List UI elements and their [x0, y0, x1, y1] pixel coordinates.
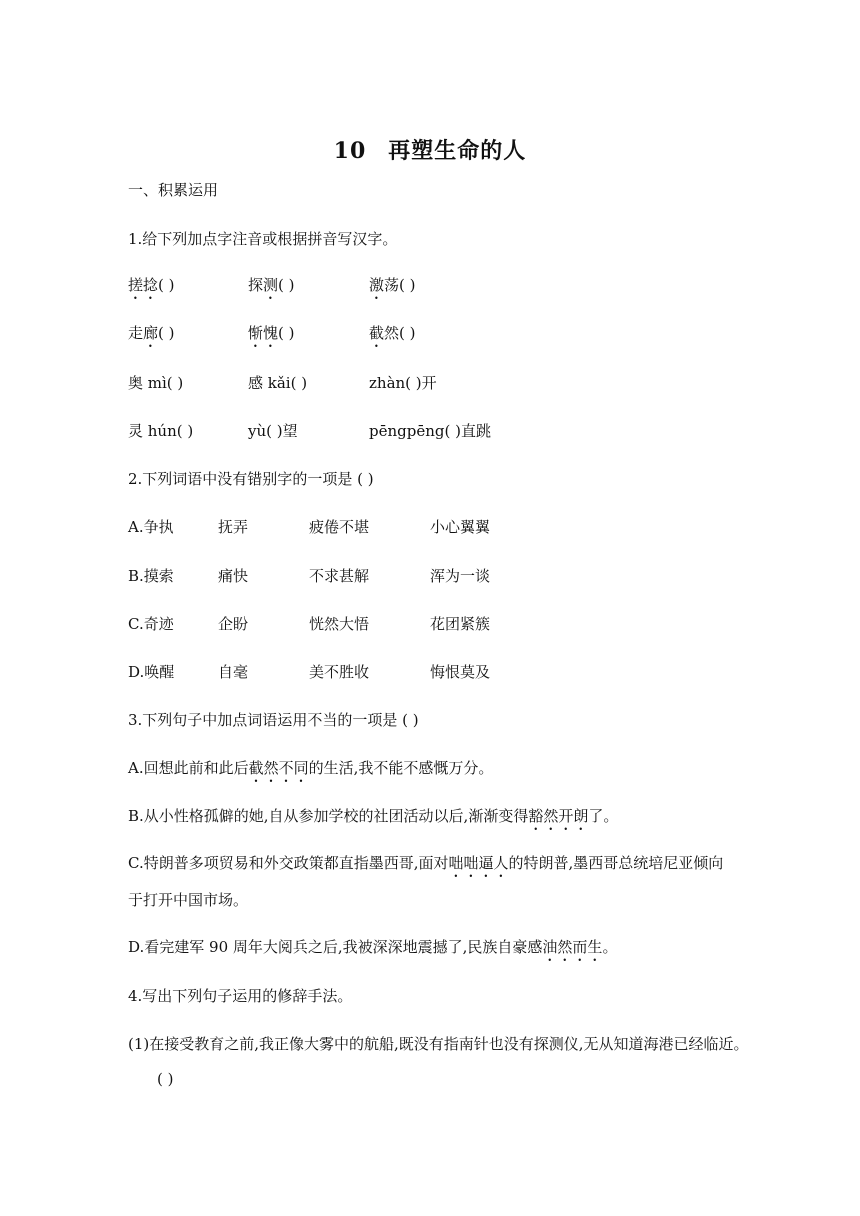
lesson-number: 10	[333, 138, 367, 164]
sentence-text: 。	[602, 938, 618, 956]
answer-blank: ( )	[158, 276, 175, 294]
answer-blank: ( )	[158, 324, 175, 342]
option-word: 抚弄	[218, 518, 249, 536]
dotted-phrase: 油然而生	[542, 938, 603, 956]
q1-item	[369, 275, 416, 303]
option-word: 美不胜收	[309, 663, 370, 681]
section-heading: 一、积累运用	[128, 181, 219, 199]
page-title	[0, 134, 860, 165]
dotted-char: 激	[369, 276, 385, 294]
q3-option-c	[128, 853, 723, 881]
option-word: 自毫	[218, 663, 249, 681]
q4-stem: 4.写出下列句子运用的修辞手法。	[128, 987, 353, 1005]
lesson-title: 再塑生命的人	[388, 138, 527, 164]
sentence-text: B.从小性格孤僻的她,自从参加学校的社团活动以后,渐渐变得	[128, 807, 529, 825]
answer-blank: ( )	[157, 1070, 174, 1088]
answer-blank: 荡( )	[384, 276, 416, 294]
answer-blank: ( )	[278, 276, 295, 294]
q1-item: 灵 hún( )	[128, 422, 194, 440]
q1-stem: 1.给下列加点字注音或根据拼音写汉字。	[128, 230, 398, 248]
q1-item	[248, 323, 295, 351]
q1-item	[128, 275, 175, 303]
q1-item: yù( )望	[248, 422, 298, 440]
option-label: C.奇迹	[128, 615, 174, 633]
sentence-text: C.特朗普多项贸易和外交政策都直指墨西哥,面对	[128, 854, 449, 872]
option-word: 企盼	[218, 615, 249, 633]
answer-blank: 然( )	[384, 324, 416, 342]
option-word: 悔恨莫及	[430, 663, 491, 681]
sentence-text: 的生活,我不能不感慨万分。	[308, 759, 494, 777]
answer-blank: ( )	[278, 324, 295, 342]
q1-item: zhàn( )开	[369, 374, 437, 392]
dotted-char: 测	[263, 276, 279, 294]
dotted-phrase: 豁然开朗	[528, 807, 589, 825]
option-label: D.唤醒	[128, 663, 175, 681]
dotted-char: 惭	[248, 324, 264, 342]
q1-item: pēngpēng( )直跳	[369, 422, 491, 440]
option-word: 花团紧簇	[430, 615, 491, 633]
option-label: B.摸索	[128, 567, 174, 585]
sentence-text: 了。	[588, 807, 619, 825]
dotted-char: 愧	[263, 324, 279, 342]
option-word: 痛快	[218, 567, 249, 585]
q3-option-b	[128, 806, 618, 834]
sentence-text: 的特朗普,墨西哥总统培尼亚倾向	[508, 854, 724, 872]
q3-option-c-continued: 于打开中国市场。	[128, 891, 249, 909]
dotted-char: 截	[369, 324, 385, 342]
plain-char: 探	[248, 276, 264, 294]
dotted-char: 搓	[128, 276, 144, 294]
dotted-char: 廊	[143, 324, 159, 342]
option-word: 恍然大悟	[309, 615, 370, 633]
dotted-phrase: 咄咄逼人	[448, 854, 509, 872]
q4-sentence-1: (1)在接受教育之前,我正像大雾中的航船,既没有指南针也没有探测仪,无从知道海港已经临近。	[128, 1035, 749, 1053]
sentence-text: A.回想此前和此后	[128, 759, 249, 777]
q1-item	[248, 275, 295, 303]
q3-stem: 3.下列句子中加点词语运用不当的一项是 ( )	[128, 711, 419, 729]
option-label: A.争执	[128, 518, 174, 536]
option-word: 不求甚解	[309, 567, 370, 585]
dotted-char: 捻	[143, 276, 159, 294]
q2-stem: 2.下列词语中没有错别字的一项是 ( )	[128, 470, 374, 488]
q1-item: 感 kǎi( )	[248, 374, 308, 392]
q1-item	[128, 323, 175, 351]
option-word: 疲倦不堪	[309, 518, 370, 536]
sentence-text: D.看完建军 90 周年大阅兵之后,我被深深地震撼了,民族自豪感	[128, 938, 543, 956]
dotted-phrase: 截然不同	[248, 759, 309, 777]
q3-option-a	[128, 758, 493, 786]
q1-item	[369, 323, 416, 351]
option-word: 浑为一谈	[430, 567, 491, 585]
plain-char: 走	[128, 324, 144, 342]
option-word: 小心翼翼	[430, 518, 491, 536]
q3-option-d	[128, 937, 617, 965]
q1-item: 奥 mì( )	[128, 374, 184, 392]
